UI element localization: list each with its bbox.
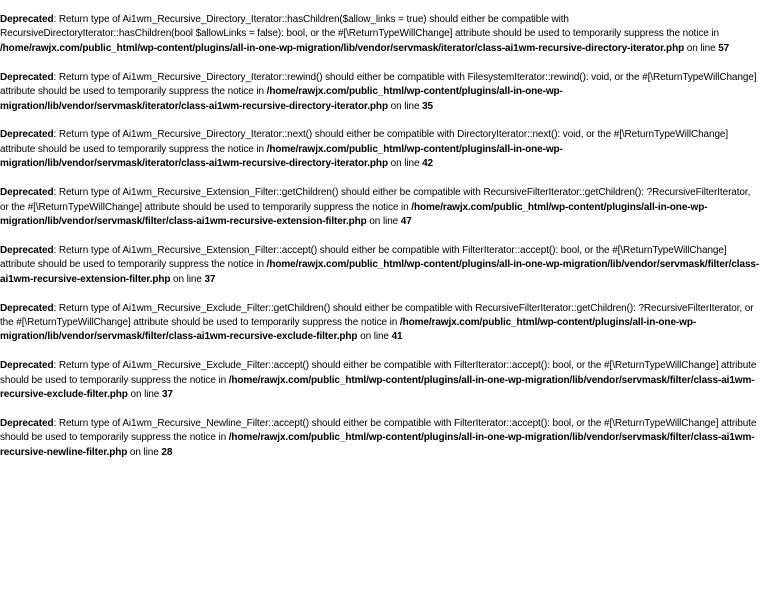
notice-message: : Return type of Ai1wm_Recursive_Extension_Filter::getChildren() should either be compatible with RecursiveFilterIterator::getChildren(): ?RecursiveFilterIterator, or the #[\ReturnTypeWillChange] attribute should be used to temporarily suppress the notice in: [0, 187, 751, 213]
deprecation-notice: [0, 128, 760, 171]
notice-message: : Return type of Ai1wm_Recursive_Exclude_Filter::getChildren() should either be compatible with RecursiveFilterIterator::getChildren(): ?RecursiveFilterIterator, or the #[\ReturnTypeWillChange] attribute should be used to temporarily suppress the notice in: [0, 302, 754, 328]
notice-label: Deprecated: [0, 302, 54, 314]
notice-label: Deprecated: [0, 360, 54, 372]
notice-on-line-text: on line: [357, 331, 392, 343]
notice-line-number: 28: [161, 446, 173, 458]
deprecation-notice: [0, 244, 760, 287]
notice-file-path: /home/rawjx.com/public_html/wp-content/plugins/all-in-one-wp-migration/lib/vendor/servmask/filter/class-ai1wm-recursive-newline-filter.php: [0, 432, 755, 458]
notice-on-line-text: on line: [387, 158, 423, 170]
notice-on-line-text: on line: [387, 100, 423, 112]
notice-label: Deprecated: [0, 244, 54, 256]
notice-file-path: /home/rawjx.com/public_html/wp-content/plugins/all-in-one-wp-migration/lib/vendor/servmask/iterator/class-ai1wm-recursive-directory-iterator.php: [0, 86, 563, 112]
notice-file-path: /home/rawjx.com/public_html/wp-content/plugins/all-in-one-wp-migration/lib/vendor/servmask/filter/class-ai1wm-recursive-extension-filter.php: [0, 259, 760, 285]
notice-line-number: 35: [422, 100, 434, 112]
notice-label: Deprecated: [0, 14, 54, 25]
notice-message: : Return type of Ai1wm_Recursive_Extension_Filter::accept() should either be compatible with FilterIterator::accept(): bool, or the #[\ReturnTypeWillChange] attribute should be used to temporarily suppress the notice in: [0, 244, 727, 271]
notice-file-path: /home/rawjx.com/public_html/wp-content/plugins/all-in-one-wp-migration/lib/vendor/servmask/filter/class-ai1wm-recursive-extension-filter.php: [0, 201, 708, 227]
notice-label: Deprecated: [0, 187, 54, 199]
notice-label: Deprecated: [0, 418, 54, 430]
notice-on-line-text: on line: [127, 389, 162, 401]
notice-line-number: 42: [422, 158, 434, 170]
notice-label: Deprecated: [0, 129, 54, 141]
notice-line-number: 47: [400, 215, 412, 227]
notice-line-number: 41: [391, 331, 403, 343]
notice-on-line-text: on line: [684, 42, 719, 54]
notice-line-number: 37: [161, 389, 173, 401]
notice-message: : Return type of Ai1wm_Recursive_Exclude_Filter::accept() should either be compatible with FilterIterator::accept(): bool, or the #[\ReturnTypeWillChange] attribute should be used to temporarily suppress the notice in: [0, 360, 757, 386]
notice-on-line-text: on line: [366, 215, 401, 227]
notice-message: : Return type of Ai1wm_Recursive_Directory_Iterator::next() should either be compatible with DirectoryIterator::next(): void, or the #[\ReturnTypeWillChange] attribute should be used to temporarily suppress the notice in: [0, 129, 729, 155]
deprecation-notice: [0, 71, 760, 114]
deprecation-notice: [0, 359, 760, 402]
notice-on-line-text: on line: [170, 273, 205, 285]
notice-on-line-text: on line: [127, 446, 162, 458]
notice-message: : Return type of Ai1wm_Recursive_Directory_Iterator::hasChildren($allow_links = true) should either be compatible with RecursiveDirectoryIterator::hasChildren(bool $allowLinks = false): bool, or the #[\ReturnTypeWillChange] attribute should be used to temporarily suppress the notice in: [0, 14, 719, 40]
deprecation-notice: [0, 302, 760, 345]
notice-label: Deprecated: [0, 71, 54, 83]
notice-file-path: /home/rawjx.com/public_html/wp-content/plugins/all-in-one-wp-migration/lib/vendor/servmask/iterator/class-ai1wm-recursive-directory-iterator.php: [0, 143, 563, 170]
deprecation-notice: [0, 186, 760, 229]
deprecation-notice: [0, 417, 760, 460]
deprecation-notice: [0, 13, 760, 56]
notice-line-number: 37: [204, 273, 216, 285]
notice-line-number: 57: [718, 42, 730, 54]
notice-file-path: /home/rawjx.com/public_html/wp-content/plugins/all-in-one-wp-migration/lib/vendor/servmask/filter/class-ai1wm-recursive-exclude-filter.php: [0, 317, 697, 343]
notice-message: : Return type of Ai1wm_Recursive_Newline_Filter::accept() should either be compatible with FilterIterator::accept(): bool, or the #[\ReturnTypeWillChange] attribute should be used to temporarily suppress the notice in: [0, 418, 757, 444]
notice-file-path: /home/rawjx.com/public_html/wp-content/plugins/all-in-one-wp-migration/lib/vendor/servmask/iterator/class-ai1wm-recursive-directory-iterator.php: [0, 42, 685, 54]
notice-file-path: /home/rawjx.com/public_html/wp-content/plugins/all-in-one-wp-migration/lib/vendor/servmask/filter/class-ai1wm-recursive-exclude-filter.php: [0, 374, 755, 401]
notice-message: : Return type of Ai1wm_Recursive_Directory_Iterator::rewind() should either be compatible with FilesystemIterator::rewind(): void, or the #[\ReturnTypeWillChange] attribute should be used to temporarily suppress the notice in: [0, 71, 757, 98]
